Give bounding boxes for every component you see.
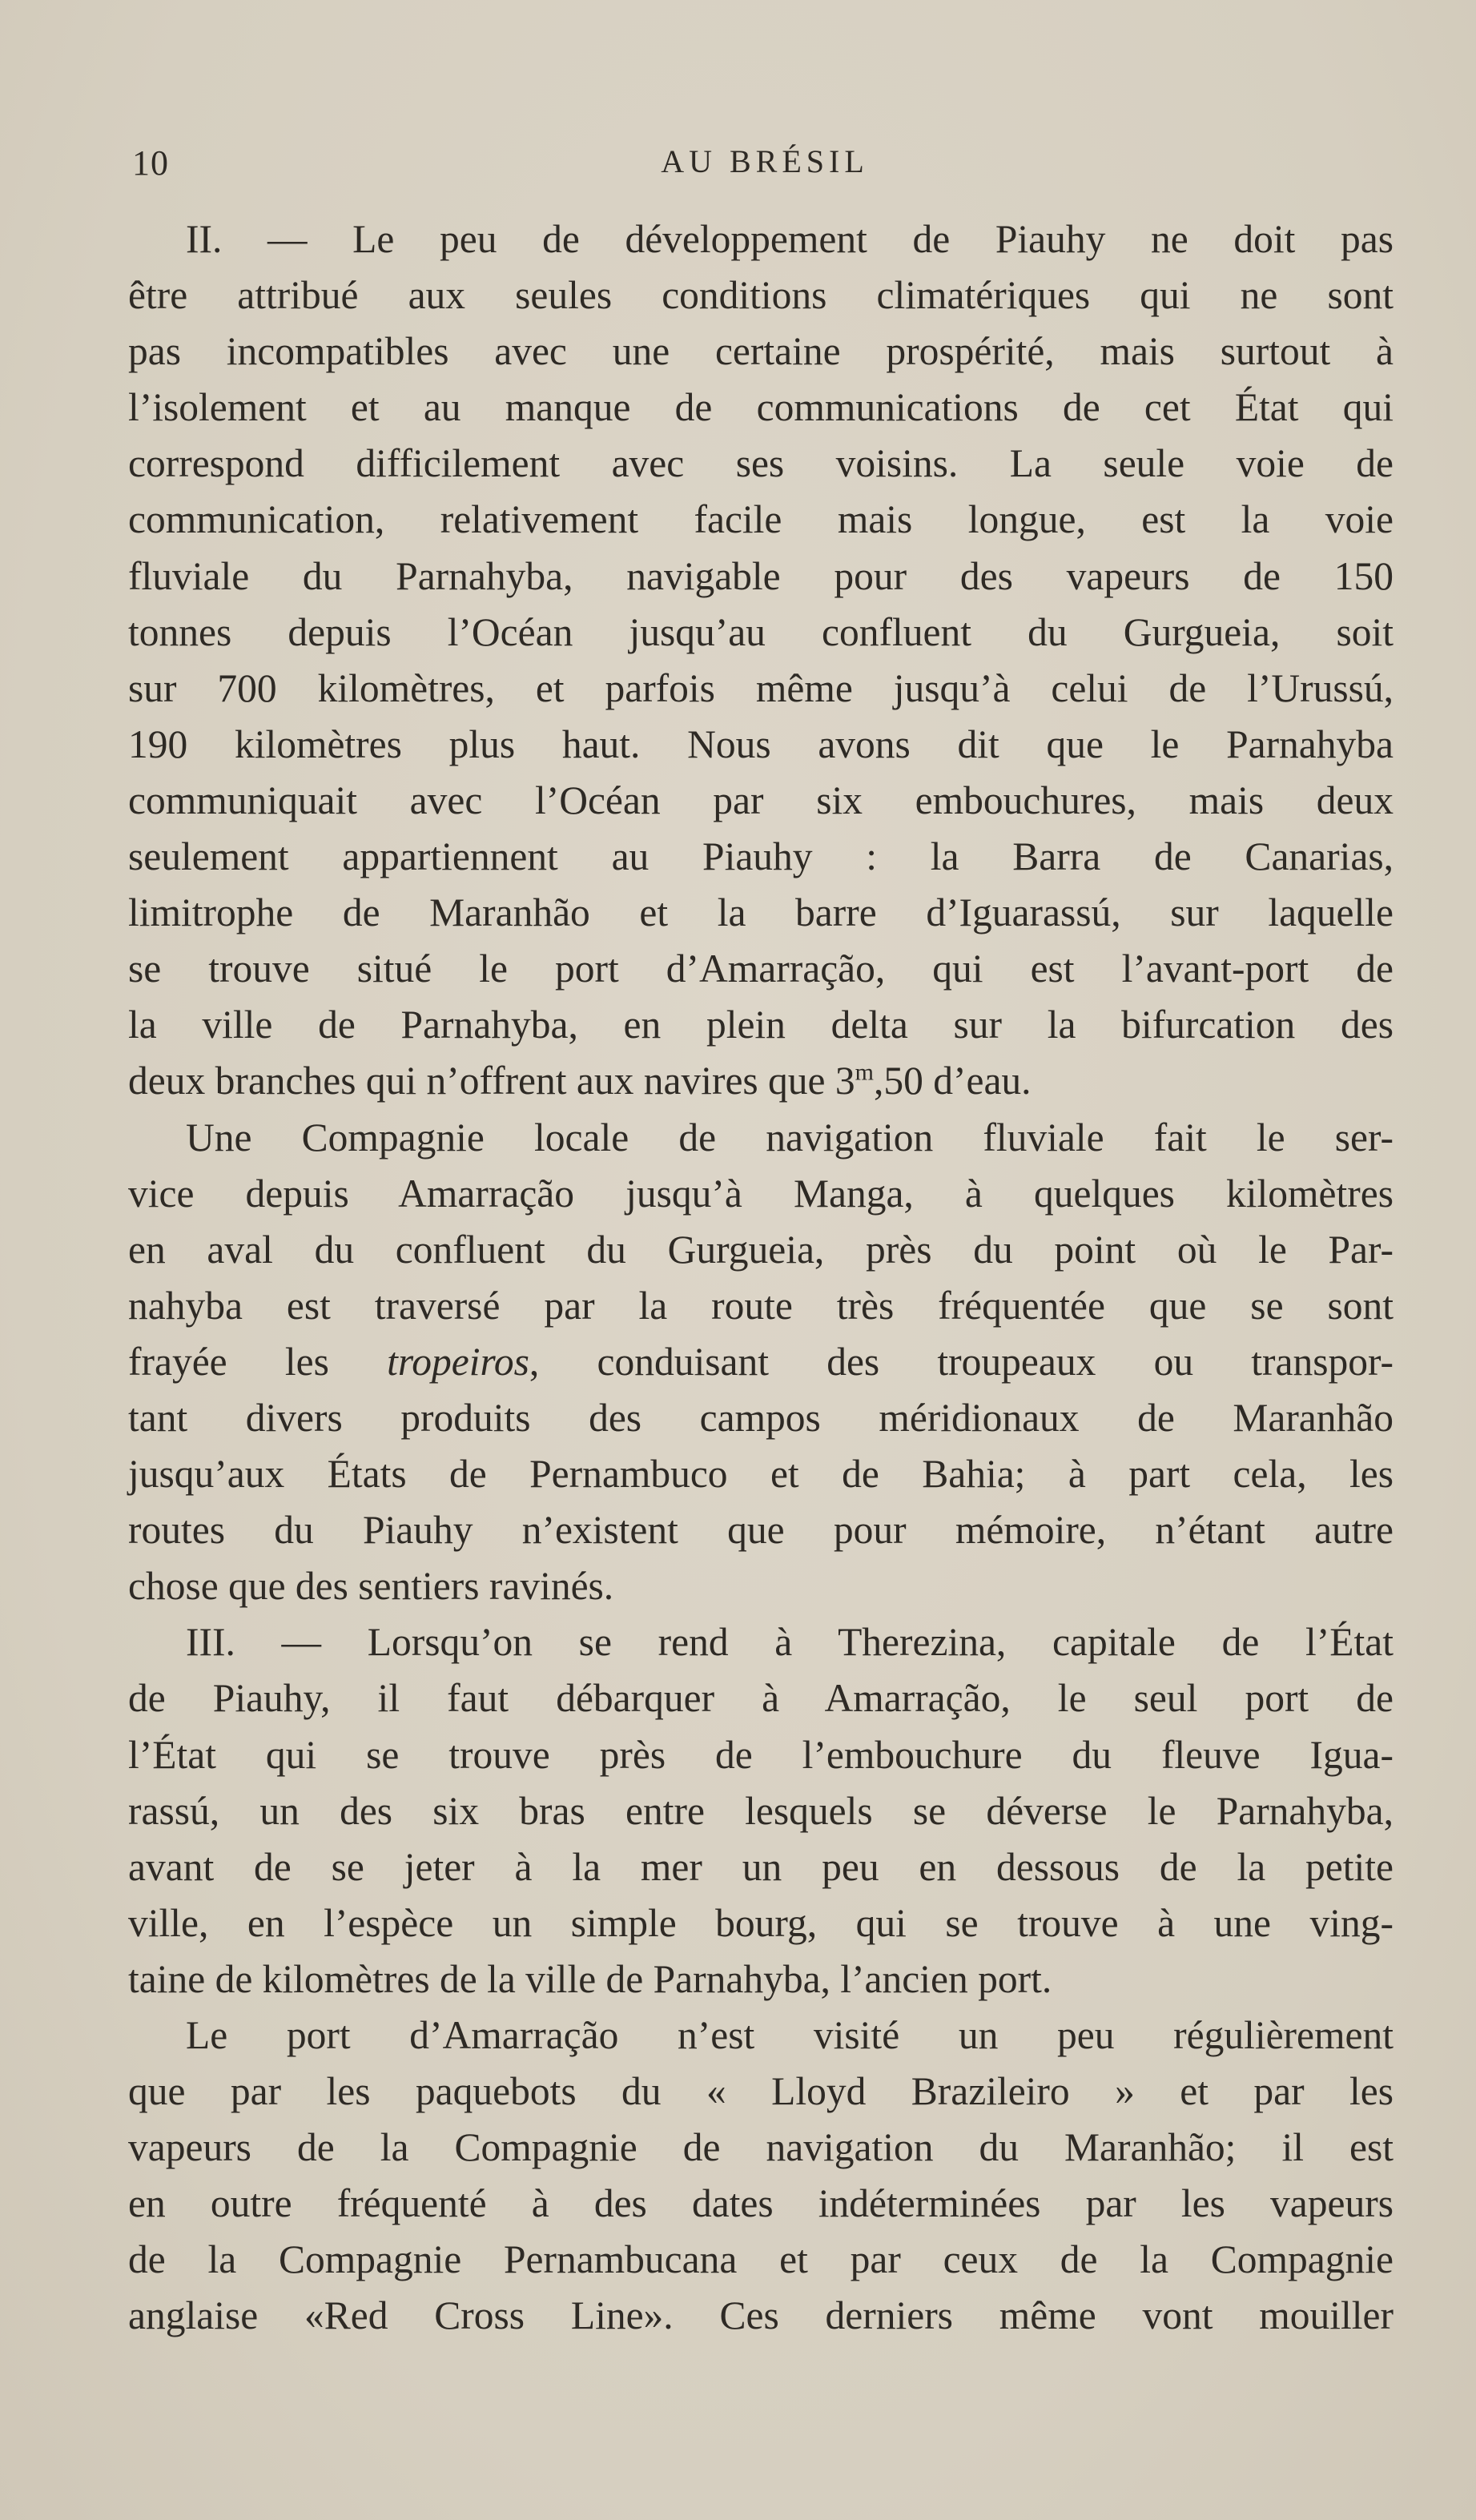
body-text xyxy=(128,211,1394,2345)
text-line: vapeurs de la Compagnie de navigation du Maranhão; il est xyxy=(128,2125,1394,2170)
text-line: de Piauhy, il faut débarquer à Amarração, le seul port de xyxy=(128,1676,1394,1721)
text-line: tonnes depuis l’Océan jusqu’au confluent du Gurgueia, soit xyxy=(128,609,1394,654)
italic-term: tropeiros xyxy=(387,1339,529,1384)
text-line: communication, relativement facile mais longue, est la voie xyxy=(128,497,1394,542)
text-fragment: deux branches qui n’offrent aux navires que 3 xyxy=(128,1059,855,1103)
text-line: Le port d’Amarração n’est visité un peu régulièrement xyxy=(186,2013,1394,2057)
text-line: 190 kilomètres plus haut. Nous avons dit que le Parnahyba xyxy=(128,721,1394,766)
page-number: 10 xyxy=(132,143,169,183)
text-line: en aval du confluent du Gurgueia, près du point où le Par- xyxy=(128,1227,1394,1272)
text-line: jusqu’aux États de Pernambuco et de Bahia; à part cela, les xyxy=(128,1452,1394,1497)
text-line: l’isolement et au manque de communications de cet État qui xyxy=(128,385,1394,430)
text-line: III. — Lorsqu’on se rend à Therezina, capitale de l’État xyxy=(186,1620,1394,1665)
text-line: ville, en l’espèce un simple bourg, qui se trouve à une ving- xyxy=(128,1900,1394,1945)
text-line xyxy=(128,1334,1394,1390)
text-line: anglaise «Red Cross Line». Ces derniers même vont mouiller xyxy=(128,2293,1394,2338)
text-line: la ville de Parnahyba, en plein delta sur la bifurcation des xyxy=(128,1003,1394,1047)
page-header xyxy=(132,143,1398,191)
text-fragment: frayée les xyxy=(128,1339,388,1384)
text-line: II. — Le peu de développement de Piauhy ne doit pas xyxy=(186,217,1394,261)
text-line: communiquait avec l’Océan par six embouchures, mais deux xyxy=(128,778,1394,822)
text-line: rassú, un des six bras entre lesquels se déverse le Parnahyba, xyxy=(128,1788,1394,1833)
text-line: seulement appartiennent au Piauhy : la Barra de Canarias, xyxy=(128,834,1394,879)
superscript-unit: m xyxy=(855,1059,874,1086)
text-line: sur 700 kilomètres, et parfois même jusqu’à celui de l’Urussú, xyxy=(128,665,1394,710)
text-fragment: ,50 d’eau. xyxy=(874,1059,1032,1103)
text-line: nahyba est traversé par la route très fréquentée que se sont xyxy=(128,1283,1394,1328)
text-line: fluviale du Parnahyba, navigable pour des vapeurs de 150 xyxy=(128,553,1394,598)
text-line: vice depuis Amarração jusqu’à Manga, à quelques kilomètres xyxy=(128,1171,1394,1216)
text-line: routes du Piauhy n’existent que pour mémoire, n’étant autre xyxy=(128,1508,1394,1553)
text-line: tant divers produits des campos méridionaux de Maranhão xyxy=(128,1395,1394,1440)
text-line: l’État qui se trouve près de l’embouchure du fleuve Igua- xyxy=(128,1732,1394,1777)
text-line: chose que des sentiers ravinés. xyxy=(128,1564,614,1609)
text-line: se trouve situé le port d’Amarração, qui est l’avant-port de xyxy=(128,947,1394,991)
text-line: Une Compagnie locale de navigation fluviale fait le ser- xyxy=(186,1115,1394,1160)
text-line: avant de se jeter à la mer un peu en dessous de la petite xyxy=(128,1844,1394,1889)
text-line: que par les paquebots du « Lloyd Brazileiro » et par les xyxy=(128,2069,1394,2114)
text-line: être attribué aux seules conditions climatériques qui ne sont xyxy=(128,273,1394,318)
text-fragment: , conduisant des troupeaux ou transpor- xyxy=(529,1339,1394,1384)
text-line: en outre fréquenté à des dates indéterminées par les vapeurs xyxy=(128,2181,1394,2226)
text-line: taine de kilomètres de la ville de Parnahyba, l’ancien port. xyxy=(128,1956,1052,2001)
text-line: de la Compagnie Pernambucana et par ceux de la Compagnie xyxy=(128,2237,1394,2282)
text-line: correspond difficilement avec ses voisins. La seule voie de xyxy=(128,441,1394,486)
running-title: AU BRÉSIL xyxy=(661,143,869,179)
text-line: pas incompatibles avec une certaine prospérité, mais surtout à xyxy=(128,329,1394,374)
text-line xyxy=(128,1053,1394,1109)
text-line: limitrophe de Maranhão et la barre d’Iguarassú, sur laquelle xyxy=(128,890,1394,935)
